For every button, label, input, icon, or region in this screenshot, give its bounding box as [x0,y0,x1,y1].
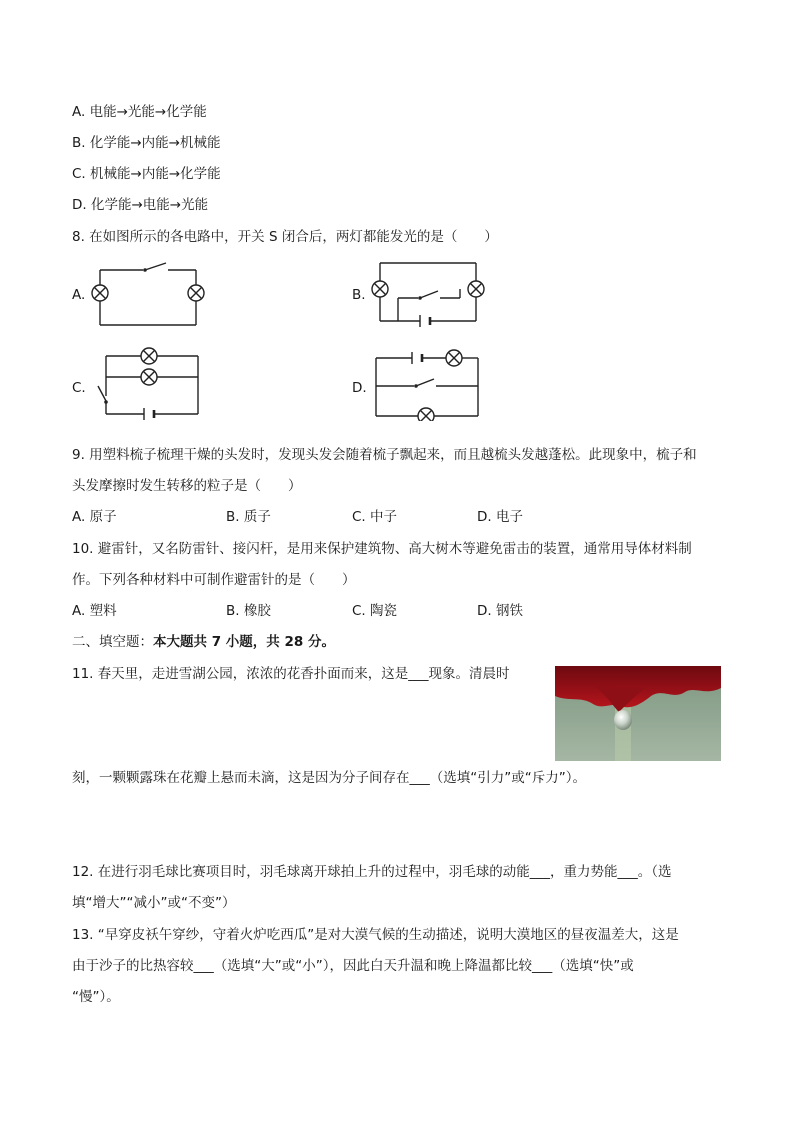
section-2-heading [72,633,335,651]
q7-option-b: B. 化学能→内能→机械能 [72,135,221,151]
q10-option-a: A. 塑料 [72,603,117,619]
q10-option-c: C. 陶瓷 [352,603,398,619]
q10-line-2: 作。下列各种材料中可制作避雷针的是（ ） [72,572,356,588]
q13-line-3: “慢”）。 [72,989,120,1005]
dewdrop-flower-photo [555,666,721,761]
q8-label-b: B. [352,287,366,303]
q8-label-d: D. [352,380,367,396]
q11-line-1: 11. 春天里，走进雪湖公园，浓浓的花香扑面而来，这是___现象。清晨时 [72,666,510,682]
q9-option-d: D. 电子 [477,509,523,525]
q10-line-1: 10. 避雷针，又名防雷针、接闪杆，是用来保护建筑物、高大树木等避免雷击的装置，通常用导体材料制 [72,541,692,557]
q13-line-2: 由于沙子的比热容较___（选填“大”或“小”），因此白天升温和晚上降温都比较___（选填“快”或 [72,958,634,974]
q7-option-d: D. 化学能→电能→光能 [72,197,209,213]
circuit-b-diagram [368,255,493,330]
q12-line-2: 填“增大”“减小”或“不变”） [72,895,236,911]
circuit-d-diagram [368,346,493,421]
q11-line-2: 刻，一颗颗露珠在花瓣上悬而未滴，这是因为分子间存在___（选填“引力”或“斥力”）。 [72,770,586,786]
q7-option-a: A. 电能→光能→化学能 [72,104,207,120]
q9-option-a: A. 原子 [72,509,117,525]
q9-line-1: 9. 用塑料梳子梳理干燥的头发时，发现头发会随着梳子飘起来，而且越梳头发越蓬松。此现象中，梳子和 [72,447,697,463]
q12-line-1: 12. 在进行羽毛球比赛项目时，羽毛球离开球拍上升的过程中，羽毛球的动能___，重力势能___。（选 [72,864,672,880]
q8-stem: 8. 在如图所示的各电路中，开关 S 闭合后，两灯都能发光的是（ ） [72,229,498,245]
circuit-c-diagram [88,346,213,421]
q8-label-c: C. [72,380,86,396]
q9-line-2: 头发摩擦时发生转移的粒子是（ ） [72,478,302,494]
section-2-prefix: 二、填空题： [72,634,153,650]
q9-option-c: C. 中子 [352,509,398,525]
q13-line-1: 13. “早穿皮袄午穿纱，守着火炉吃西瓜”是对大漠气候的生动描述，说明大漠地区的昼夜温差大，这是 [72,927,679,943]
section-2-description: 本大题共 7 小题，共 28 分。 [153,634,335,650]
q7-option-c: C. 机械能→内能→化学能 [72,166,221,182]
q8-label-a: A. [72,287,86,303]
circuit-a-diagram [88,255,213,330]
q10-option-d: D. 钢铁 [477,603,523,619]
q10-option-b: B. 橡胶 [226,603,271,619]
q9-option-b: B. 质子 [226,509,271,525]
